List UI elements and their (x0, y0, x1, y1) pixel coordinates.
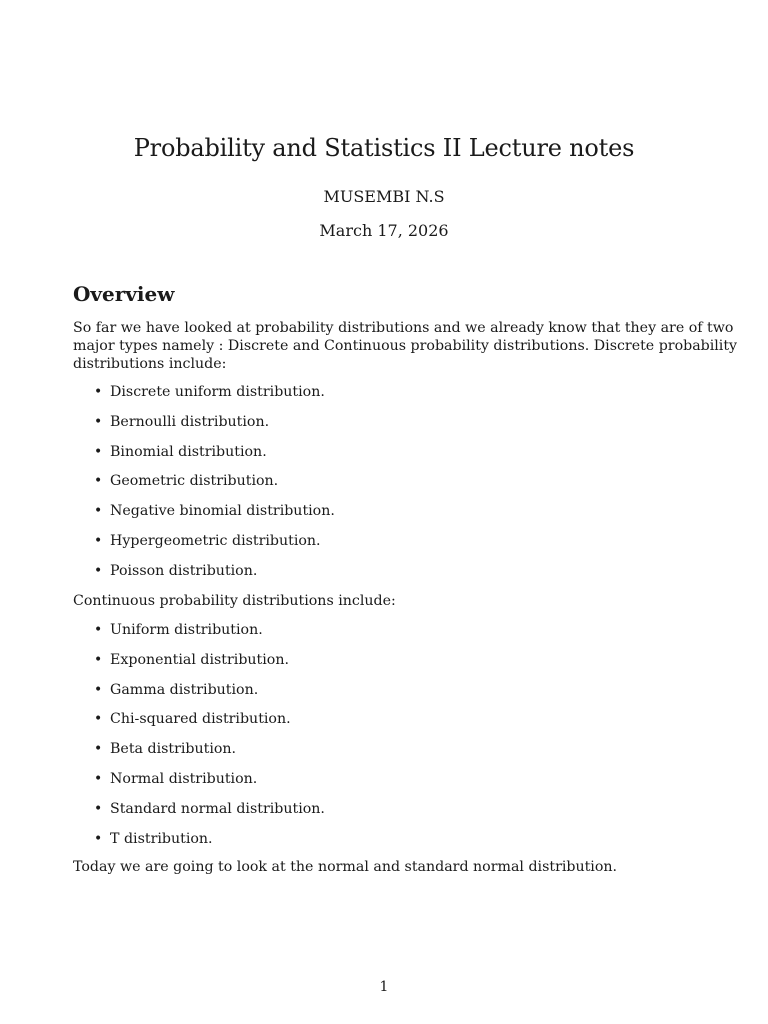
intro-paragraph (73, 319, 738, 373)
list-item-label: Chi-squared distribution. (110, 711, 291, 728)
section-heading: Overview (73, 282, 175, 306)
list-item-label: Negative binomial distribution. (110, 503, 335, 520)
bullet-icon: • (94, 711, 103, 728)
page-number: 1 (379, 979, 389, 995)
bullet-icon: • (94, 413, 103, 430)
list-item (94, 800, 325, 830)
document-date: March 17, 2026 (319, 221, 449, 240)
list-item-label: Hypergeometric distribution. (110, 532, 321, 549)
list-item-label: Normal distribution. (110, 770, 258, 787)
intro-line: So far we have looked at probability distributions and we already know that they are of two (73, 320, 734, 336)
list-item (94, 443, 335, 473)
list-item (94, 710, 325, 740)
closing-paragraph: Today we are going to look at the normal and standard normal distribution. (73, 859, 618, 875)
list-item (94, 413, 335, 443)
list-item (94, 681, 325, 711)
list-item (94, 621, 325, 651)
bullet-icon: • (94, 681, 103, 698)
continuous-intro: Continuous probability distributions include: (73, 593, 396, 609)
bullet-icon: • (94, 473, 103, 490)
bullet-icon: • (94, 830, 103, 847)
bullet-icon: • (94, 503, 103, 520)
list-item-label: Gamma distribution. (110, 681, 259, 698)
list-item-label: Standard normal distribution. (110, 800, 325, 817)
list-item-label: Beta distribution. (110, 741, 237, 758)
list-item (94, 740, 325, 770)
bullet-icon: • (94, 651, 103, 668)
list-item-label: T distribution. (110, 830, 213, 847)
list-item (94, 770, 325, 800)
bullet-icon: • (94, 532, 103, 549)
intro-line: distributions include: (73, 356, 227, 372)
bullet-icon: • (94, 800, 103, 817)
bullet-icon: • (94, 770, 103, 787)
list-item-label: Uniform distribution. (110, 622, 263, 638)
bullet-icon: • (94, 443, 103, 460)
list-item-label: Geometric distribution. (110, 473, 279, 490)
list-item (94, 532, 335, 562)
list-item-label: Exponential distribution. (110, 651, 289, 668)
bullet-icon: • (94, 622, 103, 638)
list-item (94, 562, 335, 592)
list-item-label: Bernoulli distribution. (110, 413, 270, 430)
document-title: Probability and Statistics II Lecture notes (133, 134, 635, 162)
discrete-distribution-list (94, 383, 335, 592)
list-item (94, 472, 335, 502)
continuous-distribution-list (94, 621, 325, 859)
bullet-icon: • (94, 384, 103, 400)
bullet-icon: • (94, 562, 103, 579)
intro-line: major types namely : Discrete and Continuous probability distributions. Discrete probability (73, 338, 738, 354)
list-item (94, 651, 325, 681)
list-item (94, 830, 325, 860)
list-item (94, 383, 335, 413)
list-item-label: Discrete uniform distribution. (110, 384, 325, 400)
document-author: MUSEMBI N.S (323, 187, 445, 206)
list-item-label: Poisson distribution. (110, 562, 258, 579)
list-item-label: Binomial distribution. (110, 443, 267, 460)
bullet-icon: • (94, 741, 103, 758)
list-item (94, 502, 335, 532)
